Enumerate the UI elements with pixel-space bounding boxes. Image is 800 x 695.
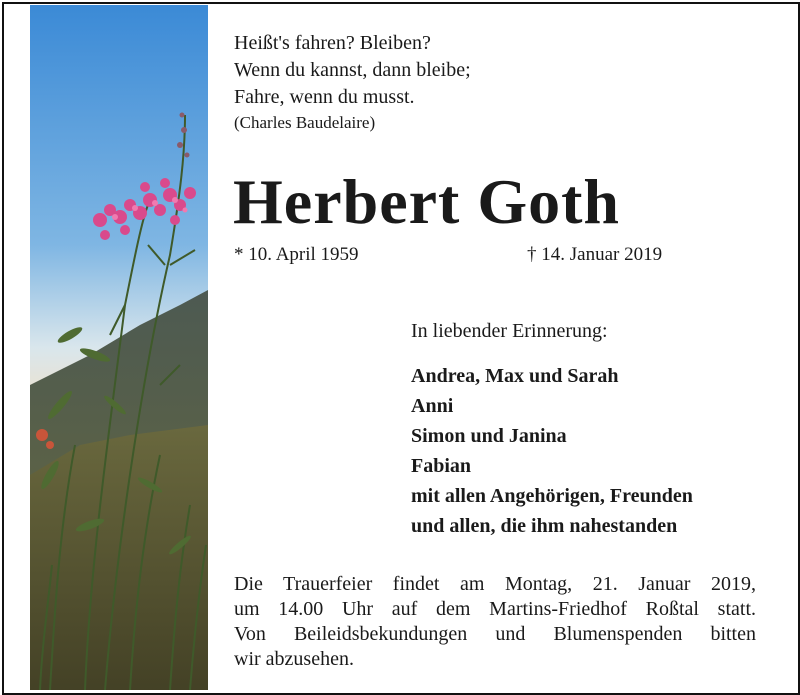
death-date: † 14. Januar 2019 — [527, 244, 663, 265]
funeral-info — [234, 572, 756, 672]
funeral-line: Von Beileidsbekundungen und Blumenspenden bitten — [234, 623, 756, 645]
wildflower-image — [30, 5, 208, 690]
mourner-line: Fabian — [411, 455, 472, 477]
funeral-line: um 14.00 Uhr auf dem Martins-Friedhof Roßtal statt. — [234, 598, 756, 620]
mourner-line: Andrea, Max und Sarah — [411, 365, 619, 387]
poem-attribution: (Charles Baudelaire) — [234, 113, 376, 132]
poem — [234, 30, 471, 111]
poem-line: Heißt's fahren? Bleiben? — [234, 32, 431, 54]
mourner-line: Simon und Janina — [411, 425, 567, 447]
poem-line: Fahre, wenn du musst. — [234, 86, 415, 108]
mourner-line: Anni — [411, 395, 454, 417]
mourner-line: mit allen Angehörigen, Freunden — [411, 485, 693, 507]
birth-date: * 10. April 1959 — [234, 244, 359, 265]
deceased-name: Herbert Goth — [233, 166, 620, 237]
memory-heading: In liebender Erinnerung: — [411, 320, 608, 342]
mourner-line: und allen, die ihm nahestanden — [411, 515, 678, 537]
poem-line: Wenn du kannst, dann bleibe; — [234, 59, 471, 81]
flower-photo — [30, 5, 208, 690]
funeral-line: wir abzusehen. — [234, 648, 354, 670]
funeral-line: Die Trauerfeier findet am Montag, 21. Januar 2019, — [234, 573, 756, 595]
mourners-list — [411, 361, 693, 541]
